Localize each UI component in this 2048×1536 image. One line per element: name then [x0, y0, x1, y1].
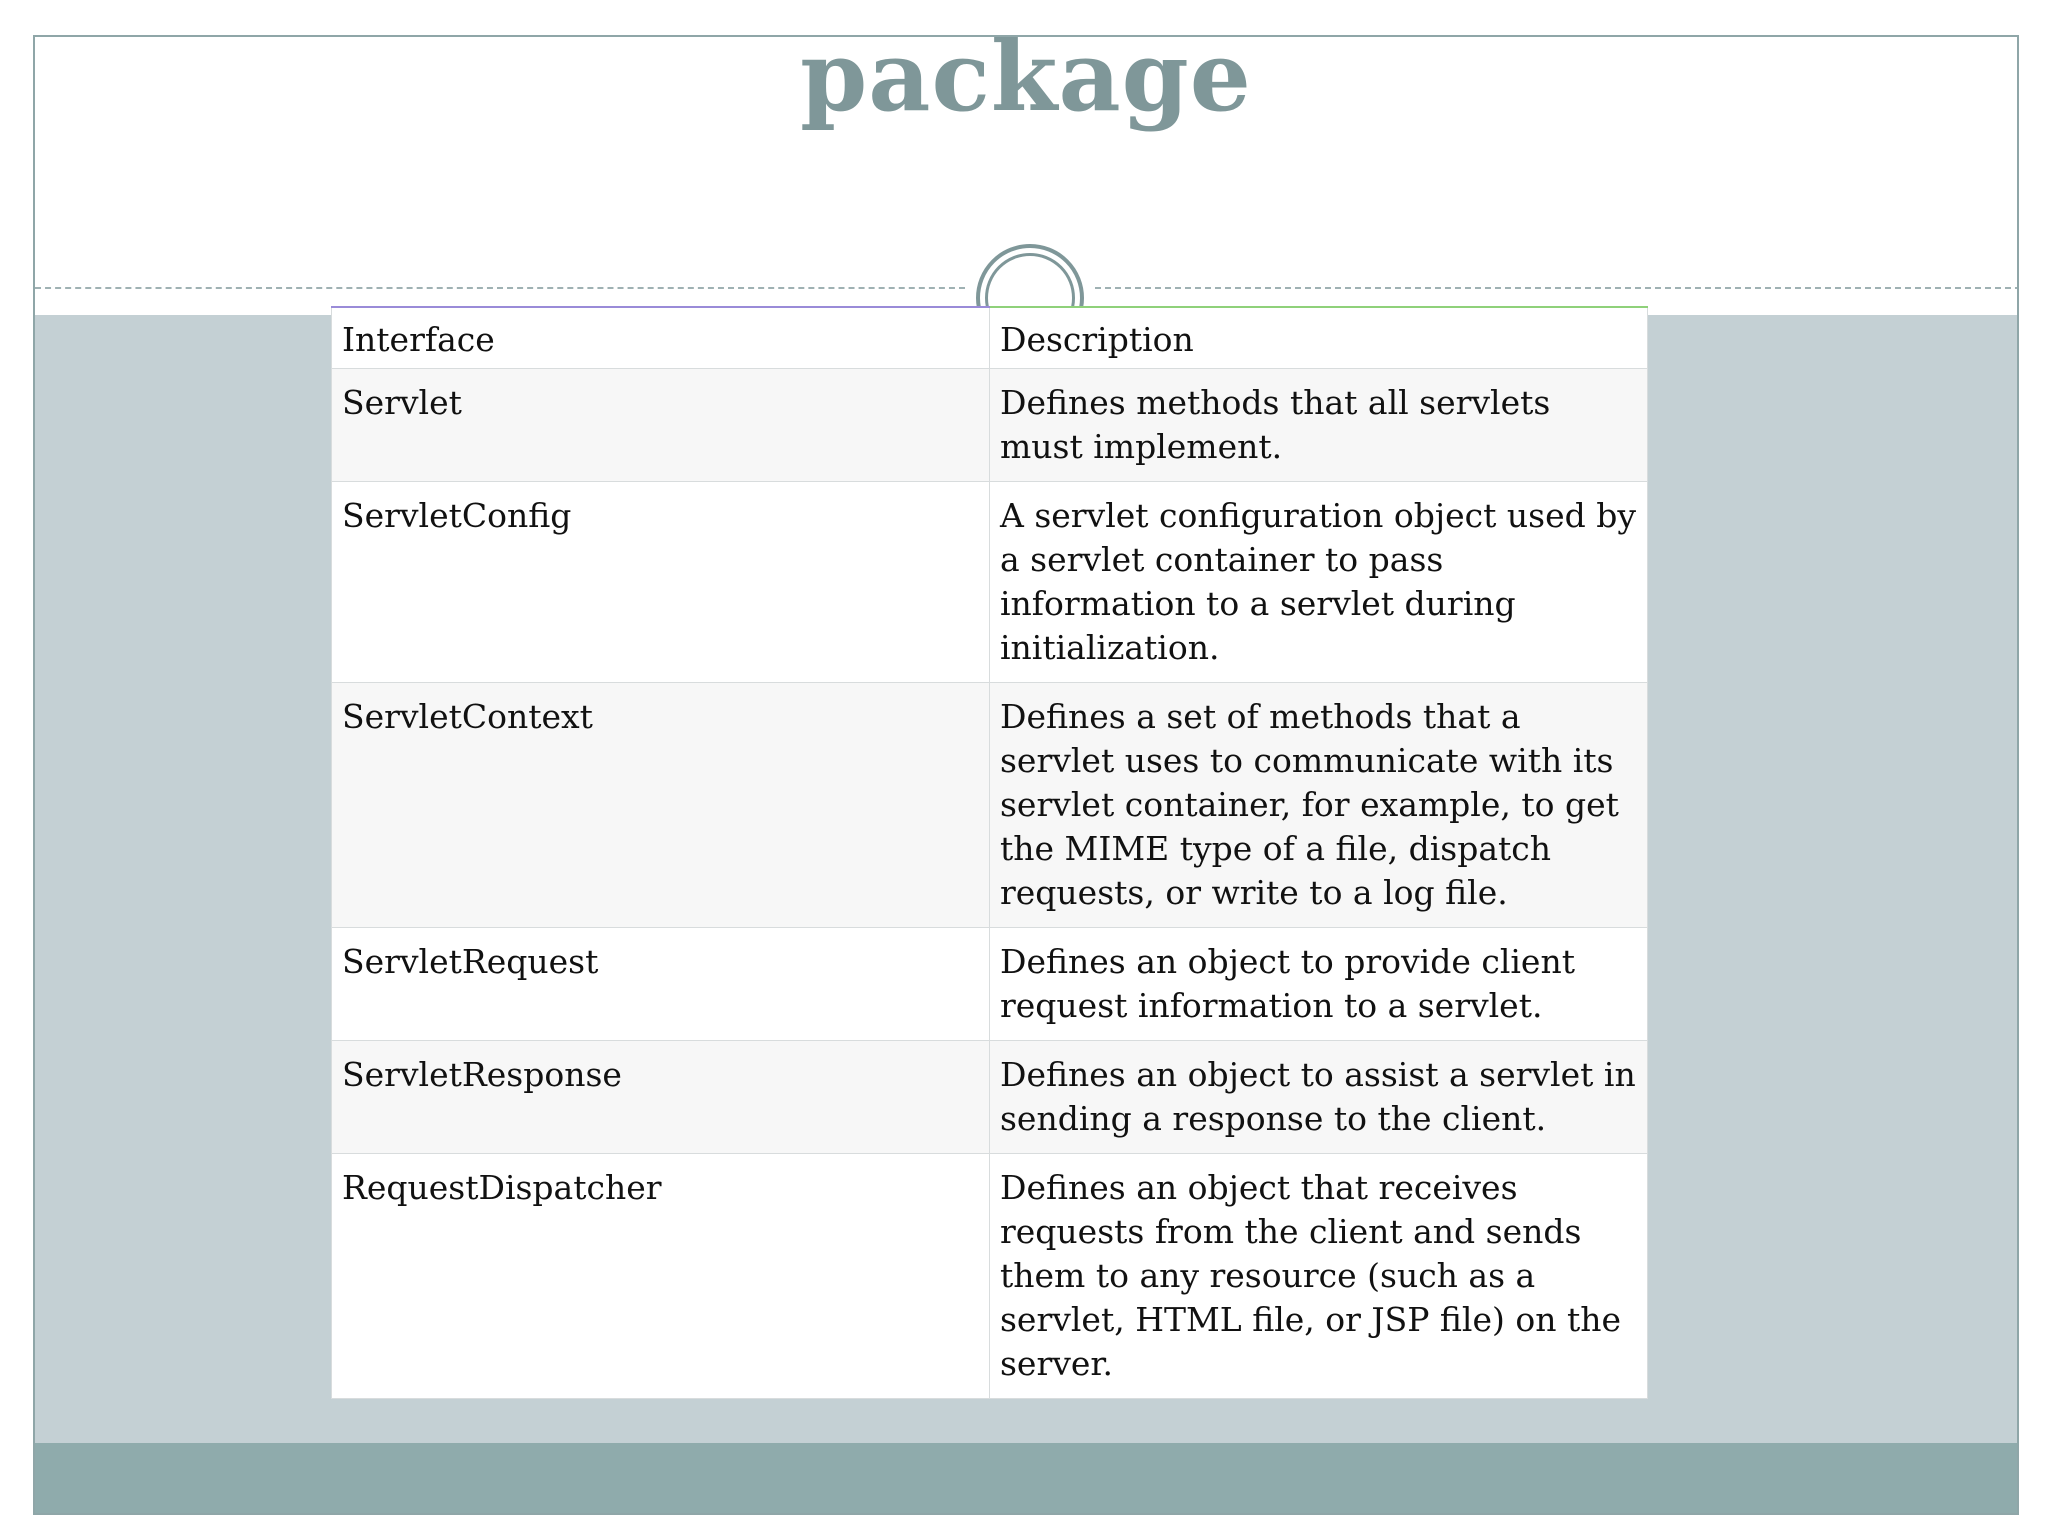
description-cell: Defines methods that all servlets must implement. [990, 369, 1648, 482]
table-row [332, 928, 1648, 1041]
description-cell: Defines an object that receives requests from the client and sends them to any resource (such as a servlet, HTML file, or JSP file) on the server. [990, 1154, 1648, 1399]
footer-band [35, 1443, 2017, 1515]
interface-cell: Servlet [332, 369, 990, 482]
slide-title: package [800, 35, 1252, 133]
description-cell: Defines an object to provide client request information to a servlet. [990, 928, 1648, 1041]
interface-cell: ServletRequest [332, 928, 990, 1041]
table-header-row [332, 307, 1648, 369]
table-row [332, 369, 1648, 482]
description-cell: A servlet configuration object used by a servlet container to pass information to a servlet during initialization. [990, 482, 1648, 683]
header-interface: Interface [332, 307, 990, 369]
table-row [332, 482, 1648, 683]
description-cell: Defines a set of methods that a servlet uses to communicate with its servlet container, for example, to get the MIME type of a file, dispatch requests, or write to a log file. [990, 683, 1648, 928]
table-row [332, 683, 1648, 928]
table-row [332, 1041, 1648, 1154]
interfaces-table [331, 306, 1648, 1399]
interface-cell: RequestDispatcher [332, 1154, 990, 1399]
divider-line-right [1095, 287, 2019, 289]
header-description: Description [990, 307, 1648, 369]
description-cell: Defines an object to assist a servlet in sending a response to the client. [990, 1041, 1648, 1154]
interface-cell: ServletConfig [332, 482, 990, 683]
interface-cell: ServletResponse [332, 1041, 990, 1154]
interface-cell: ServletContext [332, 683, 990, 928]
divider-line-left [35, 287, 965, 289]
table-row [332, 1154, 1648, 1399]
